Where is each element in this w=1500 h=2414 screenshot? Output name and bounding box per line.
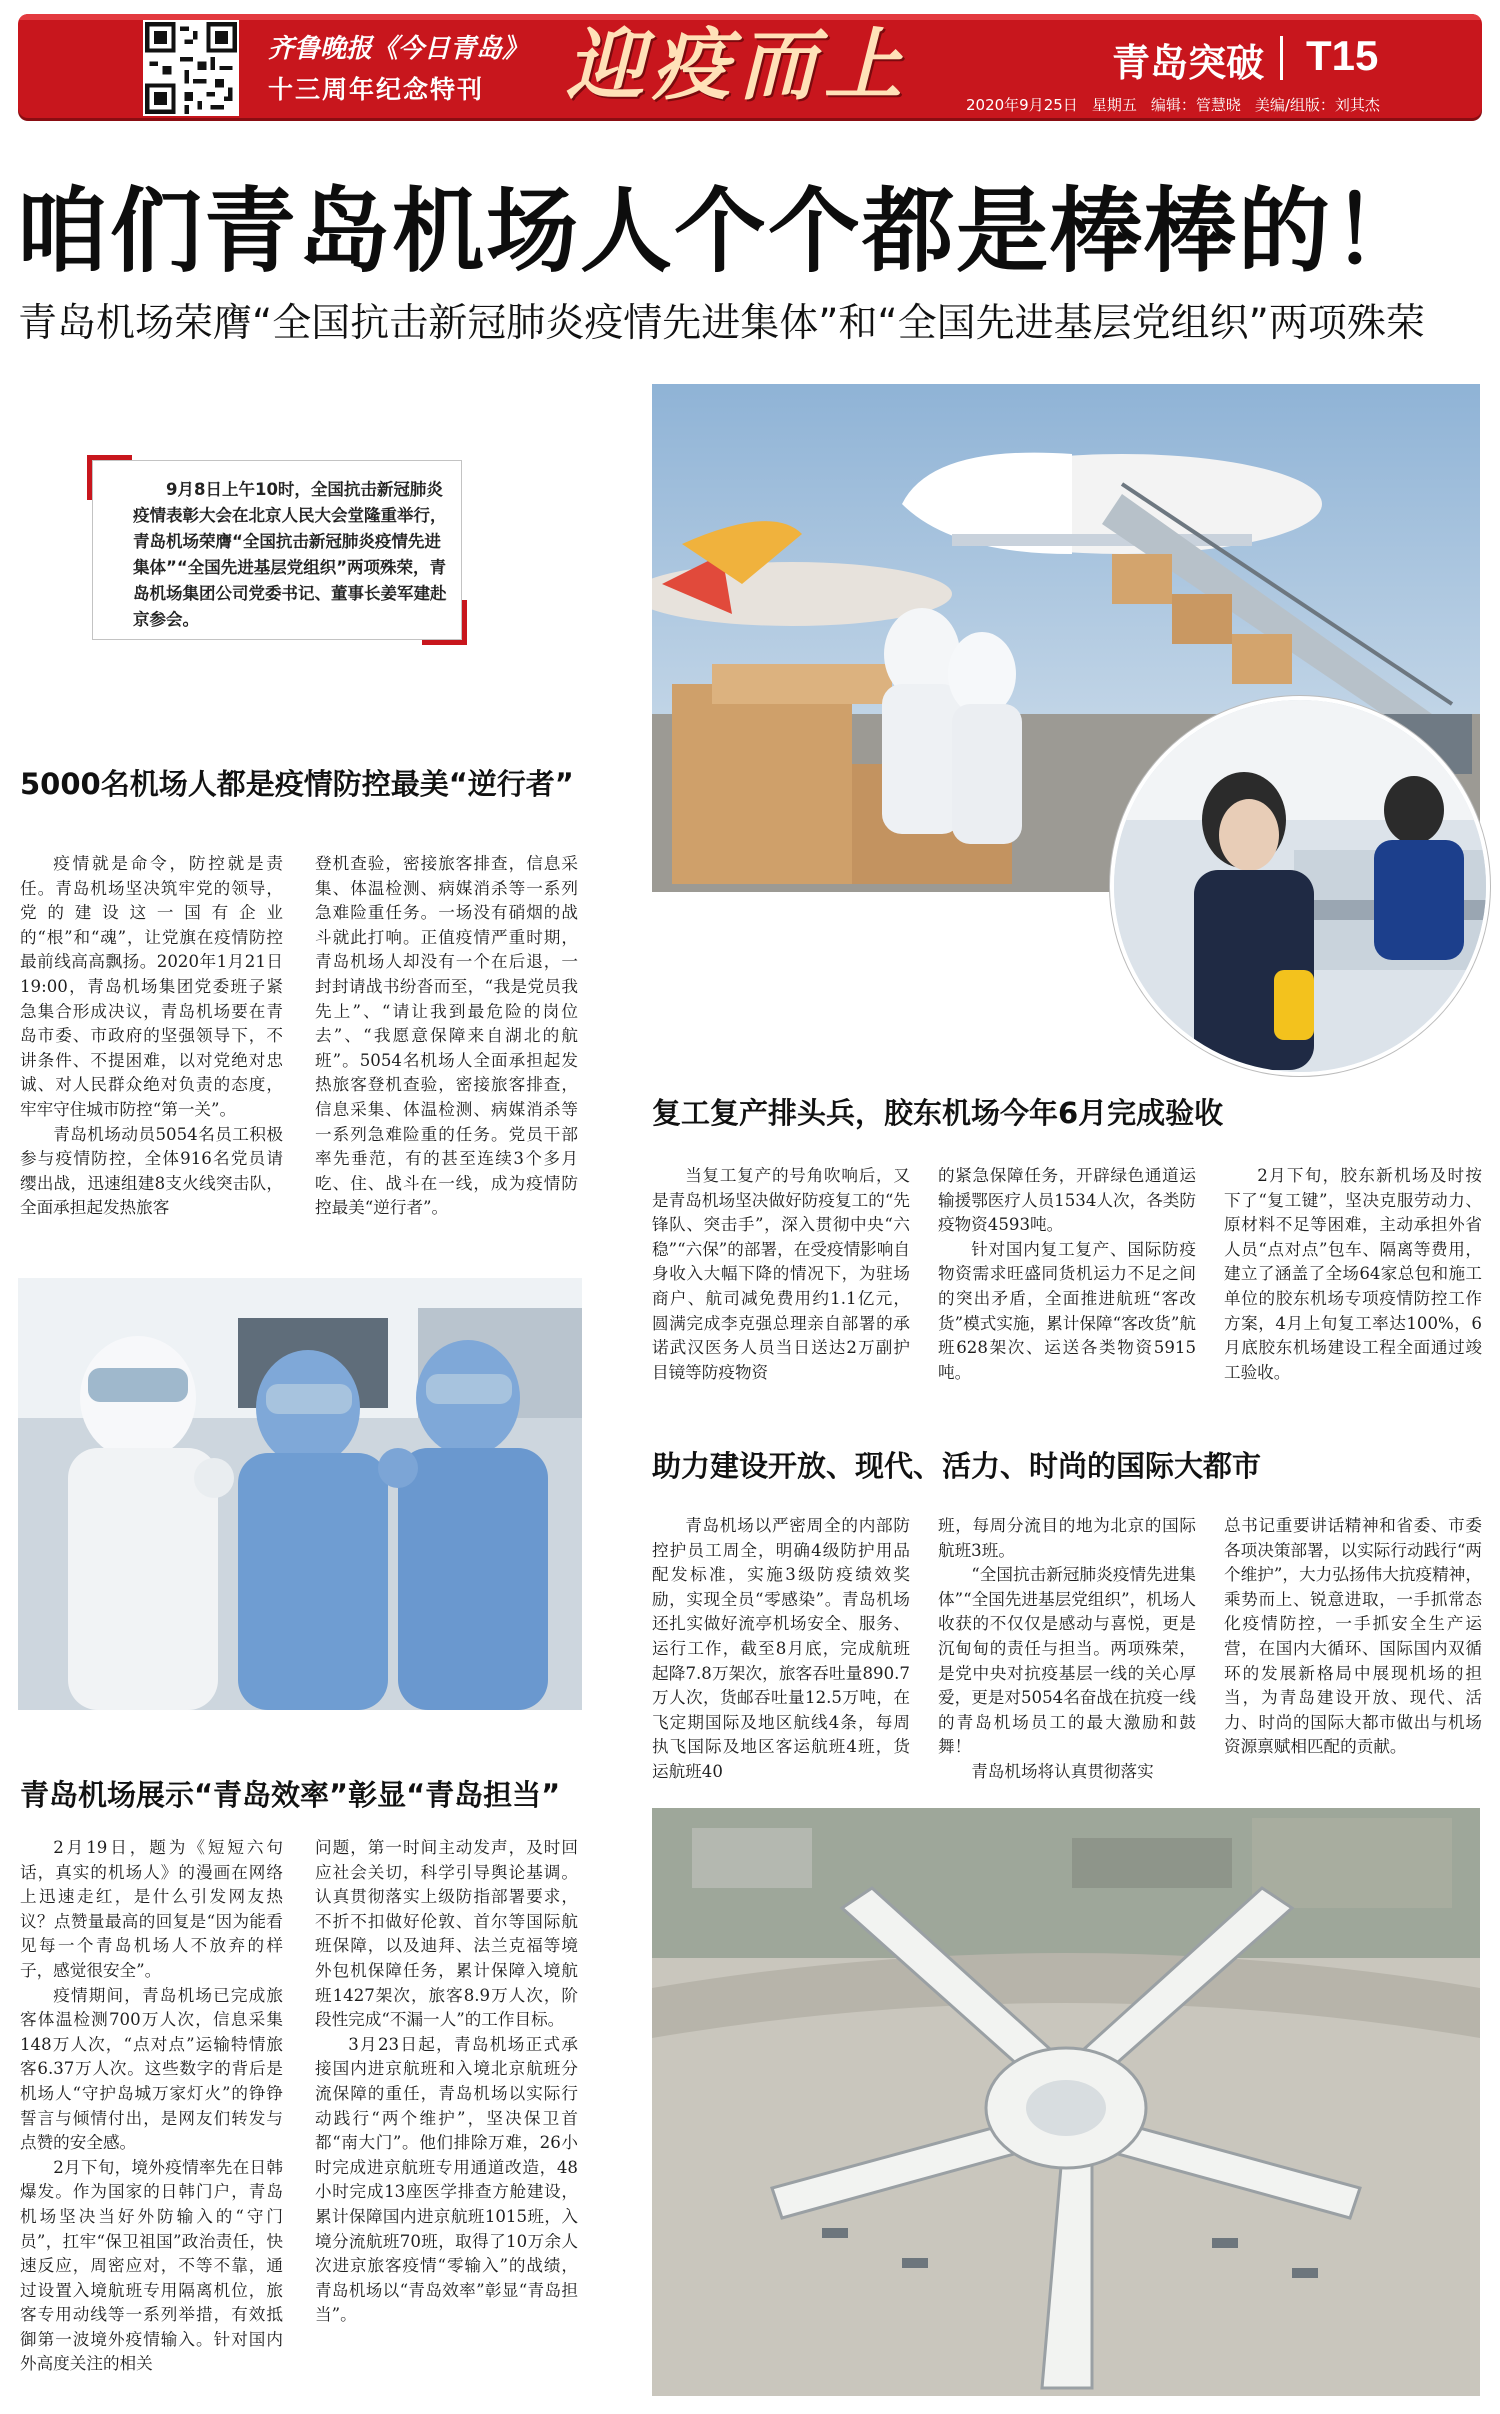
main-headline: 咱们青岛机场人个个都是棒棒的！ bbox=[16, 178, 1427, 285]
intro-text: 9月8日上午10时，全国抗击新冠肺炎疫情表彰大会在北京人民大会堂隆重举行，青岛机场荣膺“全国抗击新冠肺炎疫情先进集体”“全国先进基层党组织”两项殊荣，青岛机场集团公司党委书记、董事长姜军建赴京参会。 bbox=[133, 480, 447, 629]
masthead-meta bbox=[966, 94, 1394, 115]
article-column bbox=[315, 852, 578, 1242]
section-title: 青岛突破 bbox=[1112, 41, 1265, 85]
article-column bbox=[315, 1836, 578, 2396]
article-paragraph: 青岛机场将认真贯彻落实 bbox=[971, 1761, 1154, 1781]
masthead-banner bbox=[18, 14, 1482, 118]
article-paragraph: 的紧急保障任务，开辟绿色通道运输援鄂医疗人员1534人次，各类防疫物资4593吨。 bbox=[938, 1166, 1196, 1235]
section-heading-retrograde: 5000名机场人都是疫情防控最美“逆行者” bbox=[20, 767, 574, 801]
newspaper-brand: 齐鲁晚报《今日青岛》 bbox=[268, 34, 529, 64]
photo-inset-disinfection bbox=[1110, 696, 1490, 1076]
article-paragraph: 青岛机场以严密周全的内部防控护员工周全，明确4级防护用品配发标准，实施3级防疫绩效奖励，实现全员“零感染”。青岛机场还扎实做好流亭机场安全、服务、运行工作，截至8月底，完成航班起降7.8万架次，旅客吞吐量890.7万人次，货邮吞吐量12.5万吨，在飞定期国际及地区航线4条，每周执飞国际及地区客运航班4班，货运航班40 bbox=[652, 1516, 910, 1781]
section-heading-resumption: 复工复产排头兵，胶东机场今年6月完成验收 bbox=[652, 1096, 1224, 1130]
article-paragraph: 青岛机场动员5054名员工积极参与疫情防控，全体916名党员请缨出战，迅速组建8支火线突击队，全面承担起发热旅客 bbox=[20, 1124, 283, 1218]
article-paragraph: 登机查验，密接旅客排查，信息采集、体温检测、病媒消杀等一系列急难险重任务。一场没有硝烟的战斗就此打响。正值疫情严重时期，青岛机场人却没有一个在后退，一封封请战书纷沓而至，“我是党员我先上”、“请让我到最危险的岗位去”、“我愿意保障来自湖北的航班”。5054名机场人全面承担起发热旅客登机查验，密接旅客排查，信息采集、体温检测、病媒消杀等一系列急难险重的任务。党员干部率先垂范，有的甚至连续3个多月吃、住、战斗在一线，成为疫情防控最美“逆行者”。 bbox=[315, 854, 578, 1218]
page-number: T15 bbox=[1306, 32, 1379, 79]
article-column bbox=[652, 1164, 910, 1394]
article-column bbox=[20, 852, 283, 1242]
masthead-divider bbox=[1280, 36, 1283, 80]
designer-credit: 美编/组版：刘其杰 bbox=[1254, 96, 1380, 114]
article-paragraph: 2月下旬，胶东新机场及时按下了“复工键”，坚决克服劳动力、原材料不足等困难，主动承担外省人员“点对点”包车、隔离等费用，建立了涵盖了全场64家总包和施工单位的胶东机场专项疫情防控工作方案，4月上旬复工率达100%，6月底胶东机场建设工程全面通过竣工验收。 bbox=[1224, 1166, 1482, 1382]
article-paragraph: 2月下旬，境外疫情率先在日韩爆发。作为国家的日韩门户，青岛机场坚决当好外防输入的“守门员”，扛牢“保卫祖国”政治责任，快速反应，周密应对，不等不靠，通过设置入境航班专用隔离机位，旅客专用动线等一系列举措，有效抵御第一波境外疫情输入。针对国内外高度关注的相关 bbox=[20, 2157, 283, 2374]
intro-box bbox=[92, 460, 462, 640]
article-paragraph: 3月23日起，青岛机场正式承接国内进京航班和入境北京航班分流保障的重任，青岛机场以实际行动践行“两个维护”，坚决保卫首都“南大门”。他们排除万难，26小时完成进京航班专用通道改造，48小时完成13座医学排查方舱建设，累计保障国内进京航班1015班，入境分流航班70班，取得了10万余人次进京旅客疫情“零输入”的战绩，青岛机场以“青岛效率”彰显“青岛担当”。 bbox=[315, 2034, 578, 2325]
article-column bbox=[20, 1836, 283, 2396]
article-column bbox=[938, 1164, 1196, 1394]
article-column bbox=[938, 1514, 1196, 1781]
article-paragraph: 总书记重要讲话精神和省委、市委各项决策部署，以实际行动践行“两个维护”，大力弘扬伟大抗疫精神，乘势而上、锐意进取，一手抓常态化疫情防控，一手抓安全生产运营，在国内大循环、国际国内双循环的发展新格局中展现机场的担当，为青岛建设开放、现代、活力、时尚的国际大都市做出与机场资源禀赋相匹配的贡献。 bbox=[1224, 1516, 1482, 1757]
article-paragraph: 问题，第一时间主动发声，及时回应社会关切，科学引导舆论基调。认真贯彻落实上级防指部署要求，不折不扣做好伦敦、首尔等国际航班保障，以及迪拜、法兰克福等境外包机保障任务，累计保障入境航班1427架次，旅客8.9万人次，阶段性完成“不漏一人”的工作目标。 bbox=[315, 1838, 578, 2030]
article-column bbox=[1224, 1514, 1482, 1776]
article-column bbox=[652, 1514, 910, 1781]
article-paragraph: 疫情期间，青岛机场已完成旅客体温检测700万人次，信息采集148万人次，“点对点”运输特情旅客6.37万人次。这些数字的背后是机场人“守护岛城万家灯火”的铮铮誓言与倾情付出，是网友们转发与点赞的安全感。 bbox=[20, 1985, 283, 2153]
article-column bbox=[1224, 1164, 1482, 1394]
photo-protective-suits bbox=[18, 1278, 582, 1710]
issue-weekday: 星期五 bbox=[1091, 96, 1137, 114]
article-paragraph: 针对国内复工复产、国际防疫物资需求旺盛同货机运力不足之间的突出矛盾，全面推进航班“客改货”模式实施，累计保障“客改货”航班628架次、运送各类物资5915吨。 bbox=[938, 1239, 1196, 1382]
editor-credit: 编辑：管慧晓 bbox=[1150, 96, 1241, 114]
article-paragraph: 班，每周分流目的地为北京的国际航班3班。 bbox=[938, 1516, 1196, 1560]
special-issue-slogan: 迎疫而上 bbox=[566, 20, 911, 111]
article-paragraph: 疫情就是命令，防控就是责任。青岛机场坚决筑牢党的领导，党的建设这一国有企业的“根”和“魂”，让党旗在疫情防控最前线高高飘扬。2020年1月21日19:00，青岛机场集团党委班子紧急集合形成决议，青岛机场要在青岛市委、市政府的坚强领导下，不讲条件、不提困难，以对党绝对忠诚、对人民群众绝对负责的态度，牢牢守住城市防控“第一关”。 bbox=[20, 854, 283, 1119]
sub-headline: 青岛机场荣膺“全国抗击新冠肺炎疫情先进集体”和“全国先进基层党组织”两项殊荣 bbox=[18, 301, 1425, 346]
qr-code-icon bbox=[143, 20, 239, 116]
photo-aerial-terminal bbox=[652, 1808, 1480, 2396]
issue-date: 2020年9月25日 bbox=[966, 96, 1078, 114]
section-heading-efficiency: 青岛机场展示“青岛效率”彰显“青岛担当” bbox=[20, 1778, 561, 1812]
article-paragraph: 当复工复产的号角吹响后，又是青岛机场坚决做好防疫复工的“先锋队、突击手”，深入贯彻中央“六稳”“六保”的部署，在受疫情影响自身收入大幅下降的情况下，为驻场商户、航司减免费用约1.1亿元，圆满完成李克强总理亲自部署的承诺武汉医务人员当日送达2万副护目镜等防疫物资 bbox=[652, 1166, 910, 1382]
article-paragraph: “全国抗击新冠肺炎疫情先进集体”“全国先进基层党组织”，机场人收获的不仅仅是感动与喜悦，更是沉甸甸的责任与担当。两项殊荣，是党中央对抗疫基层一线的关心厚爱，更是对5054名奋战在抗疫一线的青岛机场员工的最大激励和鼓舞！ bbox=[938, 1565, 1196, 1757]
article-paragraph: 2月19日，题为《短短六句话，真实的机场人》的漫画在网络上迅速走红，是什么引发网友热议？点赞量最高的回复是“因为能看见每一个青岛机场人不放弃的样子，感觉很安全”。 bbox=[20, 1838, 283, 1980]
section-heading-metropolis: 助力建设开放、现代、活力、时尚的国际大都市 bbox=[652, 1449, 1262, 1483]
anniversary-label: 十三周年纪念特刊 bbox=[268, 75, 485, 104]
